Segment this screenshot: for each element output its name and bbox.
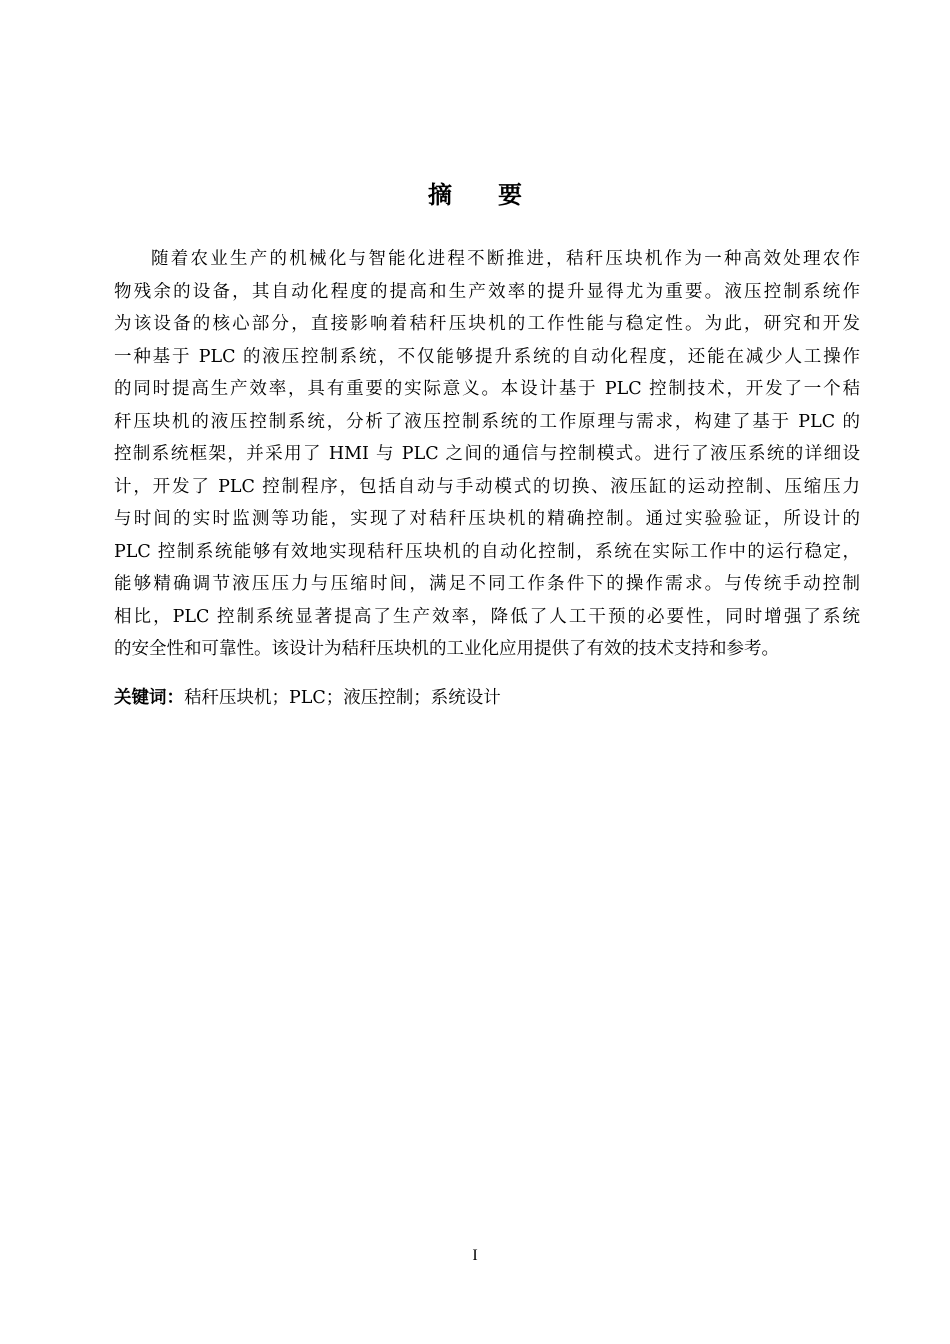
abstract-line-8: 计，开发了 PLC 控制程序，包括自动与手动模式的切换、液压缸的运动控制、压缩压力 (114, 476, 860, 497)
abstract-line-9: 与时间的实时监测等功能，实现了对秸秆压块机的精确控制。通过实验验证，所设计的 (114, 509, 860, 529)
abstract-line-1: 随着农业生产的机械化与智能化进程不断推进，秸秆压块机作为一种高效处理农作 (151, 249, 860, 269)
abstract-line-11: 能够精确调节液压压力与压缩时间，满足不同工作条件下的操作需求。与传统手动控制 (114, 574, 860, 594)
keywords-line (114, 683, 501, 713)
abstract-title-char-2: 要 (498, 181, 522, 209)
abstract-line-2: 物残余的设备，其自动化程度的提高和生产效率的提升显得尤为重要。液压控制系统作 (114, 281, 860, 302)
abstract-body (114, 243, 860, 666)
abstract-line-13: 的安全性和可靠性。该设计为秸秆压块机的工业化应用提供了有效的技术支持和参考。 (114, 639, 779, 659)
abstract-line-10: PLC 控制系统能够有效地实现秸秆压块机的自动化控制，系统在实际工作中的运行稳定， (114, 541, 860, 562)
abstract-line-6: 秆压块机的液压控制系统，分析了液压控制系统的工作原理与需求，构建了基于 PLC 的 (114, 411, 860, 432)
abstract-line-3: 为该设备的核心部分，直接影响着秸秆压块机的工作性能与稳定性。为此，研究和开发 (114, 314, 860, 334)
abstract-line-12: 相比，PLC 控制系统显著提高了生产效率，降低了人工干预的必要性，同时增强了系统 (114, 606, 860, 627)
keywords-label: 关键词： (114, 688, 184, 708)
abstract-line-4: 一种基于 PLC 的液压控制系统，不仅能够提升系统的自动化程度，还能在减少人工操作 (114, 346, 860, 367)
abstract-title-char-1: 摘 (428, 181, 452, 209)
page-number: I (472, 1247, 478, 1264)
abstract-line-5: 的同时提高生产效率，具有重要的实际意义。本设计基于 PLC 控制技术，开发了一个秸 (114, 379, 860, 399)
keywords-value: 秸秆压块机；PLC；液压控制；系统设计 (184, 688, 501, 708)
abstract-line-7: 控制系统框架，并采用了 HMI 与 PLC 之间的通信与控制模式。进行了液压系统的详细设 (114, 444, 860, 464)
abstract-title (0, 178, 950, 212)
